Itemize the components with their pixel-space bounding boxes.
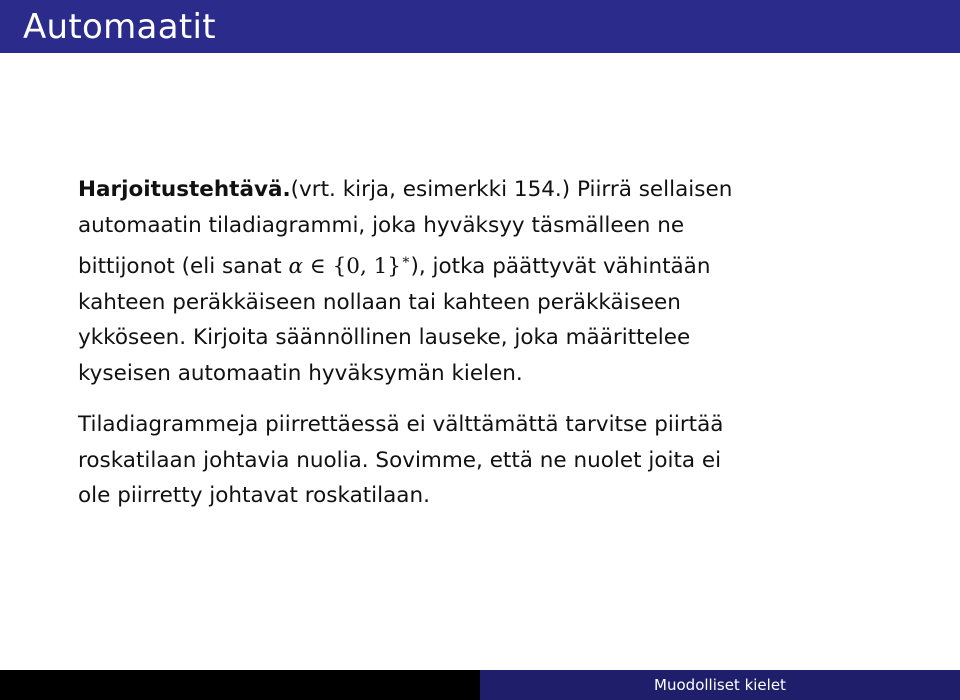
exercise-line-4: kahteen peräkkäiseen nollaan tai kahteen peräkkäiseen [78,289,681,315]
exercise-line-3-post: ), jotka päättyvät vähintään [410,254,711,279]
exercise-label: Harjoitustehtävä. [78,177,291,202]
slide-title: Automaatit [23,7,216,47]
note-paragraph [78,407,878,514]
note-line-2: roskatilaan johtavia nuolia. Sovimme, että ne nuolet joita ei [78,447,722,473]
exercise-line-3-pre: bittijonot (eli sanat [78,254,289,279]
exercise-line-5: ykköseen. Kirjoita säännöllinen lauseke, joka määrittelee [78,325,691,350]
math-kleene-star: ∗ [400,252,411,268]
slide-content [78,172,878,514]
math-alpha: α [288,254,303,279]
footer-right-panel [480,670,960,700]
footer-bar [0,670,960,700]
exercise-paragraph [78,172,878,391]
footer-title: Muodolliset kielet [654,676,786,694]
exercise-line-1-text: (vrt. kirja, esimerkki 154.) Piirrä sellaisen [290,177,733,202]
math-element-of: ∈ [303,254,333,279]
exercise-line-3 [78,243,878,285]
exercise-line-2: automaatin tiladiagrammi, joka hyväksyy täsmälleen ne [78,212,685,238]
math-set: {0, 1} [332,254,401,279]
exercise-line-1 [78,172,878,208]
note-line-3: ole piirretty johtavat roskatilaan. [78,483,430,508]
title-bar [0,0,960,53]
exercise-line-6: kyseisen automaatin hyväksymän kielen. [78,360,523,386]
note-line-1: Tiladiagrammeja piirrettäessä ei välttämättä tarvitse piirtää [78,412,724,437]
